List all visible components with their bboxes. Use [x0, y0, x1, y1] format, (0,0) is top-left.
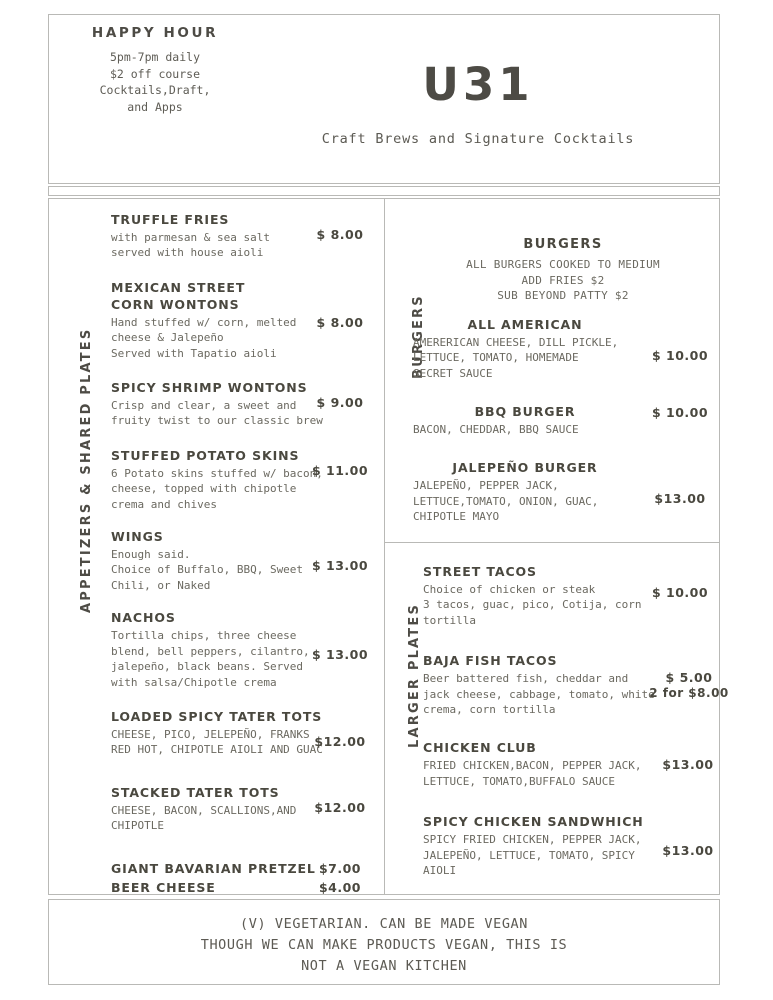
burgers-header-note: SUB BEYOND PATTY $2 — [497, 289, 629, 303]
item-name: WINGS — [111, 529, 164, 545]
item-name: MEXICAN STREET CORN WONTONS — [111, 279, 246, 312]
footer-note-block — [49, 914, 719, 977]
appetizers-item-list — [111, 211, 373, 898]
happy-hour-line: $2 off course — [109, 66, 200, 81]
item-price: $13.00 — [662, 843, 714, 859]
item-price-bundle: 2 for $8.00 — [649, 686, 729, 701]
menu-item — [111, 528, 373, 593]
item-price: $13.00 — [662, 757, 714, 773]
item-name: NACHOS — [111, 610, 176, 626]
item-price: $ 13.00 — [311, 558, 369, 574]
item-description: Crisp and clear, a sweet and fruity twist to our classic brew — [111, 399, 323, 428]
item-description: Tortilla chips, three cheese blend, bell peppers, cilantro, jalepeño, black beans. Served with salsa/Chipotle crema — [111, 629, 310, 689]
menu-item — [111, 447, 373, 512]
item-name: BAJA FISH TACOS — [423, 653, 558, 669]
burgers-header-note: ADD FRIES $2 — [521, 273, 605, 287]
item-price: $ 9.00 — [316, 395, 364, 411]
footer-note: NOT A VEGAN KITCHEN — [301, 958, 467, 974]
menu-item — [111, 379, 373, 429]
menu-item — [111, 279, 373, 361]
happy-hour-title: HAPPY HOUR — [91, 25, 219, 41]
item-name: CHICKEN CLUB — [423, 740, 537, 756]
menu-item — [413, 316, 713, 381]
item-description: with parmesan & sea salt served with house aioli — [111, 231, 270, 260]
item-name: BEER CHEESE — [111, 879, 216, 895]
larger-plates-section — [385, 543, 729, 894]
item-name: TRUFFLE FRIES — [111, 212, 230, 227]
item-price: $12.00 — [314, 733, 366, 749]
burgers-header-title: BURGERS — [523, 237, 603, 252]
menu-item — [111, 784, 373, 834]
menu-item — [423, 813, 713, 878]
larger-plates-item-list — [423, 563, 729, 878]
item-name: SPICY SHRIMP WONTONS — [111, 380, 308, 396]
item-description: Hand stuffed w/ corn, melted cheese & Jalepeño Served with Tapatio aioli — [111, 315, 297, 360]
item-price: $ 10.00 — [651, 347, 709, 363]
footer-panel — [48, 899, 720, 985]
header-panel — [48, 14, 720, 184]
item-price: $ 10.00 — [651, 405, 709, 420]
item-description: JALEPEÑO, PEPPER JACK, LETTUCE,TOMATO, ONION, GUAC, CHIPOTLE MAYO — [413, 479, 599, 524]
item-name: ALL AMERICAN — [467, 316, 583, 332]
item-name: BBQ BURGER — [474, 404, 576, 419]
menu-item — [423, 652, 729, 717]
happy-hour-block — [75, 25, 235, 115]
brand-block — [235, 59, 721, 147]
menu-item — [111, 860, 373, 877]
burgers-section — [385, 199, 719, 543]
item-name: STREET TACOS — [423, 564, 537, 579]
item-price — [647, 670, 731, 701]
item-price: $ 8.00 — [316, 227, 364, 242]
item-description: FRIED CHICKEN,BACON, PEPPER JACK, LETTUCE, TOMATO,BUFFALO SAUCE — [423, 759, 642, 788]
section-label-burgers: BURGERS — [411, 294, 426, 379]
footer-note: (V) VEGETARIAN. CAN BE MADE VEGAN — [239, 916, 528, 932]
item-name: STACKED TATER TOTS — [111, 784, 280, 800]
item-name: LOADED SPICY TATER TOTS — [111, 708, 323, 724]
item-description: SPICY FRIED CHICKEN, PEPPER JACK, JALEPEÑO, LETTUCE, TOMATO, SPICY AIOLI — [423, 833, 642, 878]
item-description: Choice of chicken or steak 3 tacos, guac, pico, Cotija, corn tortilla — [423, 583, 642, 627]
menu-item — [111, 609, 373, 690]
happy-hour-line: Cocktails,Draft, — [99, 83, 211, 97]
item-price: $ 11.00 — [311, 462, 369, 478]
item-price-single: $ 5.00 — [665, 670, 713, 686]
menu-item — [111, 211, 373, 261]
section-label-appetizers: APPETIZERS & SHARED PLATES — [79, 327, 94, 613]
restaurant-logo-title: U31 — [422, 58, 534, 111]
divider-strip — [48, 186, 720, 196]
burgers-item-list — [413, 237, 713, 525]
menu-body-panel — [48, 198, 729, 895]
item-price: $12.00 — [314, 799, 366, 815]
item-price: $ 8.00 — [316, 314, 364, 330]
item-price: $ 13.00 — [311, 647, 369, 663]
item-description: 6 Potato skins stuffed w/ bacon, cheese, topped with chipotle crema and chives — [111, 466, 323, 511]
menu-item — [413, 403, 713, 437]
item-description: Enough said. Choice of Buffalo, BBQ, Sweet Chili, or Naked — [111, 548, 304, 592]
restaurant-tagline: Craft Brews and Signature Cocktails — [321, 131, 635, 147]
burgers-header-note: ALL BURGERS COOKED TO MEDIUM — [466, 258, 660, 271]
item-name: GIANT BAVARIAN PRETZEL — [111, 860, 316, 876]
item-name: SPICY CHICKEN SANDWHICH — [423, 814, 644, 830]
item-price: $13.00 — [654, 491, 706, 507]
menu-item — [111, 708, 373, 758]
happy-hour-line: and Apps — [127, 99, 183, 114]
right-column — [385, 199, 729, 894]
menu-item — [423, 563, 713, 628]
menu-item — [423, 739, 713, 789]
item-name: STUFFED POTATO SKINS — [111, 447, 300, 463]
footer-note: THOUGH WE CAN MAKE PRODUCTS VEGAN, THIS IS — [200, 937, 568, 953]
item-price: $7.00 — [318, 860, 362, 876]
item-description: Beer battered fish, cheddar and jack cheese, cabbage, tomato, white crema, corn tortilla — [423, 672, 655, 717]
item-price: $ 10.00 — [651, 585, 709, 600]
item-price: $4.00 — [318, 879, 362, 895]
item-description: CHEESE, BACON, SCALLIONS,AND CHIPOTLE — [111, 803, 297, 833]
item-description: BACON, CHEDDAR, BBQ SAUCE — [413, 423, 579, 436]
section-label-larger-plates: LARGER PLATES — [407, 602, 422, 748]
burgers-section-header — [428, 237, 698, 304]
appetizers-column — [49, 199, 385, 894]
item-name: JALEPEÑO BURGER — [452, 460, 598, 476]
item-description: AMERERICAN CHEESE, DILL PICKLE, LETTUCE, TOMATO, HOMEMADE SECRET SAUCE — [413, 335, 619, 380]
item-description: CHEESE, PICO, JELEPEÑO, FRANKS RED HOT, CHIPOTLE AIOLI AND GUAC — [111, 727, 323, 757]
menu-item — [413, 459, 713, 524]
menu-item — [111, 879, 373, 896]
happy-hour-line: 5pm-7pm daily — [109, 50, 200, 64]
